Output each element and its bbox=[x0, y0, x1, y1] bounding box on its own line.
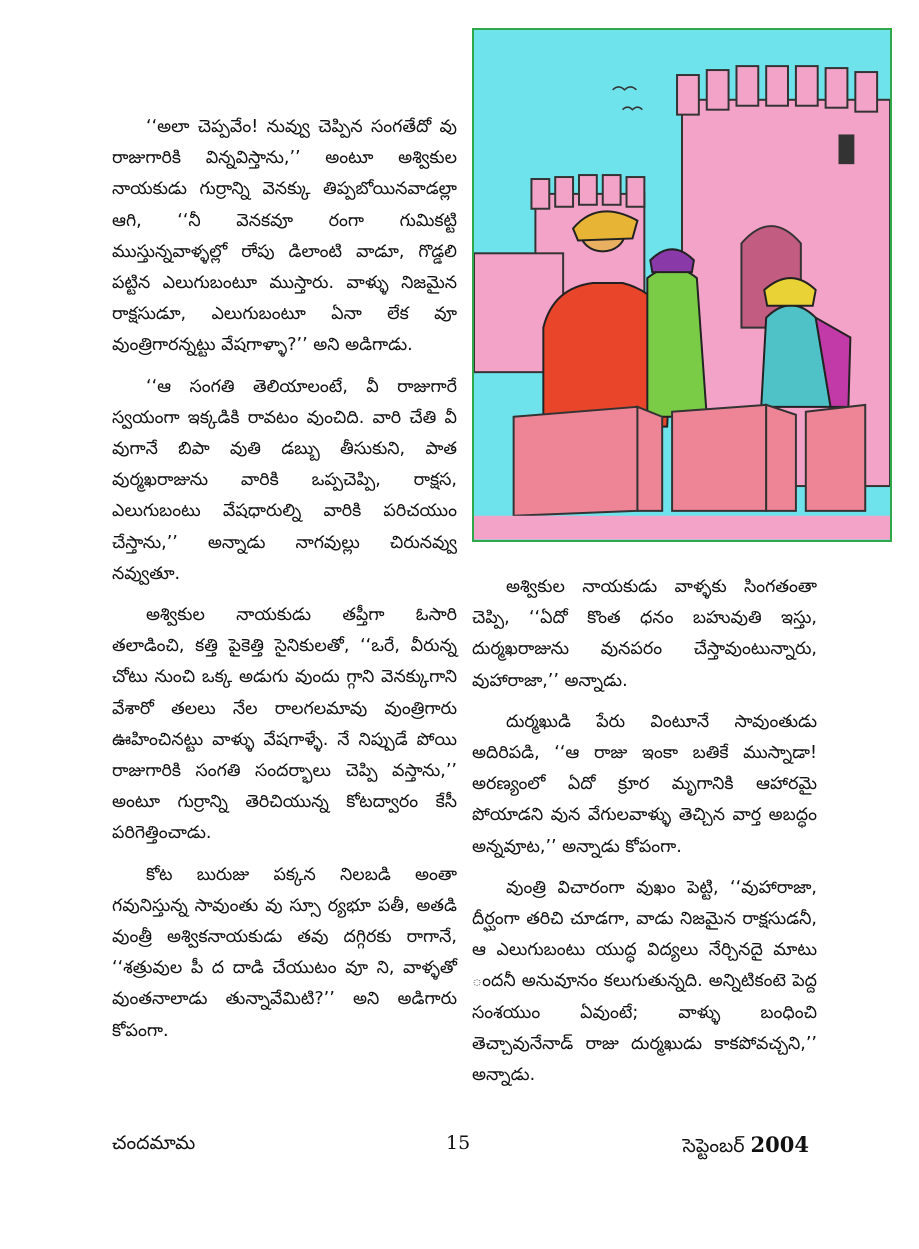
issue-month: సెప్టెంబర్ bbox=[682, 1135, 745, 1157]
paragraph: కోట బురుజు పక్కన నిలబడి అంతా గవునిస్తున్న సావుంతు వు స్సూ ర్యభూ పతీ, అతడి వుంత్రీ అశ్వికనాయకుడు తవు దగ్గిరకు రాగానే, ‘‘శత్రువుల పీ ద దాడి చేయుటం వూ ని, వాళ్ళతో వుంతనాలాడు తున్నావేమిటి?’’ అని అడిగారు కోపంగా. bbox=[112, 864, 457, 1041]
issue-year: 2004 bbox=[750, 1132, 809, 1157]
page-number: 15 bbox=[446, 1132, 471, 1154]
paragraph: ‘‘ఆ సంగతి తెలియాలంటే, వీ రాజుగారే స్వయంగా ఇక్కడికి రావటం వుంచిది. వారి చేతి వీ వుగానే బిపా వుతి డబ్బు తీసుకుని, పాత వుర్మఖరాజును వారికి ఒప్పచెప్పి, రాక్షస, ఎలుగుబంటు వేషధారుల్ని వారికి పరిచయుం చేస్తాను,’’ అన్నాడు నాగవుల్లు చిరునవ్వు నవ్వుతూ. bbox=[112, 376, 457, 584]
page-footer bbox=[0, 1132, 919, 1172]
right-column bbox=[472, 572, 817, 1101]
paragraph: ‘‘అలా చెప్పవేం! నువ్వు చెప్పిన సంగతేదో వు రాజుగారికి విన్నవిస్తాను,’’ అంటూ అశ్వికుల నాయకుడు గుర్రాన్ని వెనక్కు తిప్పబోయినవాడల్లా ఆగి, ‘‘నీ వెనకవూ రంగా గుమికట్టి ముస్తున్నవాళ్ళల్లో రాేపు డిలాంటి వాడూ, గొడ్డలి పట్టిన ఎలుగుబంటూ ముస్తారు. వాళ్ళు నిజమైన రాక్షసుడూ, ఎలుగుబంటూ ఏనా లేక వూ వుంత్రిగారన్నట్టు వేషగాళ్ళా?’’ అని అడిగాడు. bbox=[112, 117, 457, 356]
paragraph: వుంత్రి విచారంగా వుఖం పెట్టి, ‘‘వుహారాజా, దీర్ఘంగా తరిచి చూడగా, వాడు నిజమైన రాక్షసుడనీ, ఆ ఎలుగుబంటు యుద్ధ విద్యలు నేర్చినదై మాటు ందనీ అనువూనం కలుగుతున్నది. అన్నిటికంటె పెద్ద సంశయుం ఏవుంటే; వాళ్ళు బంధించి తెచ్చావునేనాడ్ రాజు దుర్మఖుడు కాకపోవచ్చని,’’ అన్నాడు. bbox=[472, 877, 817, 1086]
story-illustration bbox=[472, 28, 892, 542]
left-column bbox=[112, 112, 457, 1057]
paragraph: అశ్వికుల నాయకుడు తప్తీగా ఓసారి తలాడించి, కత్తి పైకెత్తి సైనికులతో, ‘‘ఒరే, వీరున్న చోటు నుంచి ఒక్క అడుగు వుందు గ్గాని వెనక్కుగాని వేశారో తలలు నేల రాలగలమావు వుంత్రిగారు ఊహించినట్టు వాళ్ళు వేషగాళ్ళే. నే నిప్పుడే పోయి రాజుగారికి సంగతి సందర్భాలు చెప్పి వస్తాను,’’ అంటూ గుర్రాన్ని తెరిచియున్న కోటద్వారం కేసీ పరిగెత్తించాడు. bbox=[112, 605, 457, 844]
paragraph: అశ్వికుల నాయకుడు వాళ్ళకు సింగతంతా చెప్పి, ‘‘ఏదో కొంత ధనం బహువుతి ఇస్తు, దుర్మఖరాజును వునపరం చేస్తావుంటున్నారు, వుహారాజా,’’ అన్నాడు. bbox=[472, 577, 817, 691]
castle-scene-image bbox=[474, 30, 890, 540]
issue-date bbox=[683, 1132, 810, 1162]
paragraph: దుర్మఖుడి పేరు వింటూనే సావుంతుడు అదిరిపడి, ‘‘ఆ రాజు ఇంకా బతికే ముస్నాడా! అరణ్యంలో ఏదో క్రూర మృగానికి ఆహారమై పోయాడని వున వేగులవాళ్ళు తెచ్చిన వార్త అబద్ధం అన్నవూట,’’ అన్నాడు కోపంగా. bbox=[472, 711, 817, 857]
magazine-name: చందమామ bbox=[112, 1132, 196, 1154]
